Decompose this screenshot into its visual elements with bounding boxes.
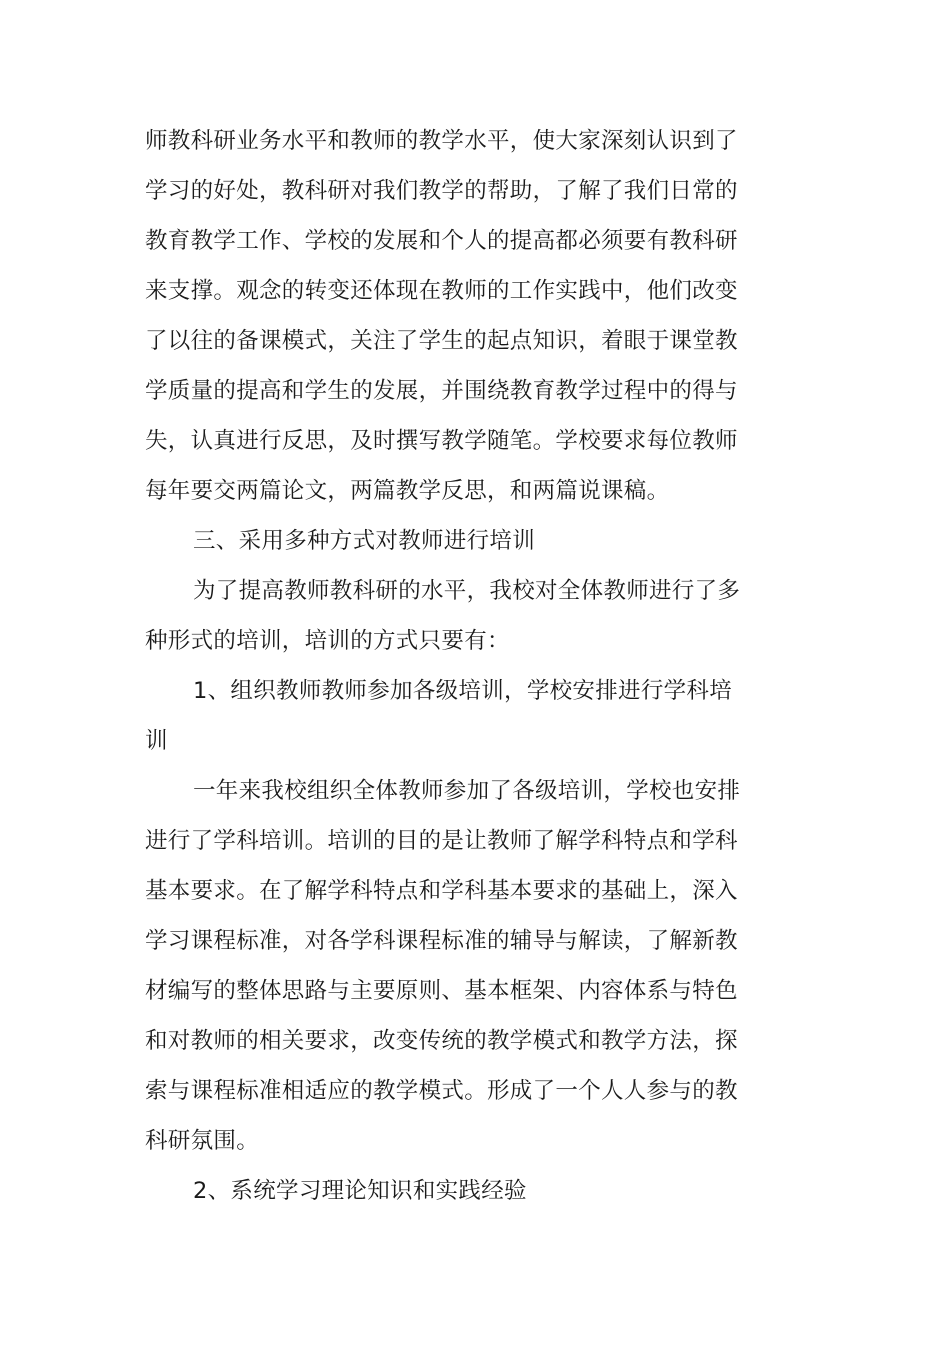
paragraph-line: 种形式的培训，培训的方式只要有： xyxy=(145,628,510,654)
paragraph-line: 每年要交两篇论文，两篇教学反思，和两篇说课稿。 xyxy=(145,478,670,504)
paragraph-line: 索与课程标准相适应的教学模式。形成了一个人人参与的教 xyxy=(145,1078,738,1104)
paragraph-line: 教育教学工作、学校的发展和个人的提高都必须要有教科研 xyxy=(145,228,738,254)
paragraph-line: 学习的好处，教科研对我们教学的帮助，了解了我们日常的 xyxy=(145,178,738,204)
subsection-heading: 2、系统学习理论知识和实践经验 xyxy=(193,1178,527,1204)
paragraph-line: 为了提高教师教科研的水平，我校对全体教师进行了多 xyxy=(193,578,741,604)
paragraph-line: 了以往的备课模式，关注了学生的起点知识，着眼于课堂教 xyxy=(145,328,738,354)
paragraph-line: 和对教师的相关要求，改变传统的教学模式和教学方法，探 xyxy=(145,1028,738,1054)
paragraph-line: 基本要求。在了解学科特点和学科基本要求的基础上，深入 xyxy=(145,878,738,904)
paragraph-line: 进行了学科培训。培训的目的是让教师了解学科特点和学科 xyxy=(145,828,738,854)
paragraph-line: 学习课程标准，对各学科课程标准的辅导与解读，了解新教 xyxy=(145,928,738,954)
paragraph-line: 材编写的整体思路与主要原则、基本框架、内容体系与特色 xyxy=(145,978,738,1004)
paragraph-line: 学质量的提高和学生的发展，并围绕教育教学过程中的得与 xyxy=(145,378,738,404)
paragraph-line: 来支撑。观念的转变还体现在教师的工作实践中，他们改变 xyxy=(145,278,738,304)
paragraph-line: 科研氛围。 xyxy=(145,1128,260,1154)
section-heading: 三、采用多种方式对教师进行培训 xyxy=(193,528,536,554)
subsection-heading-continuation: 训 xyxy=(145,728,168,754)
paragraph-line: 失，认真进行反思，及时撰写教学随笔。学校要求每位教师 xyxy=(145,428,738,454)
paragraph-line: 师教科研业务水平和教师的教学水平，使大家深刻认识到了 xyxy=(145,128,738,154)
paragraph-line: 一年来我校组织全体教师参加了各级培训，学校也安排 xyxy=(193,778,741,804)
subsection-heading: 1、组织教师教师参加各级培训，学校安排进行学科培 xyxy=(193,678,733,704)
